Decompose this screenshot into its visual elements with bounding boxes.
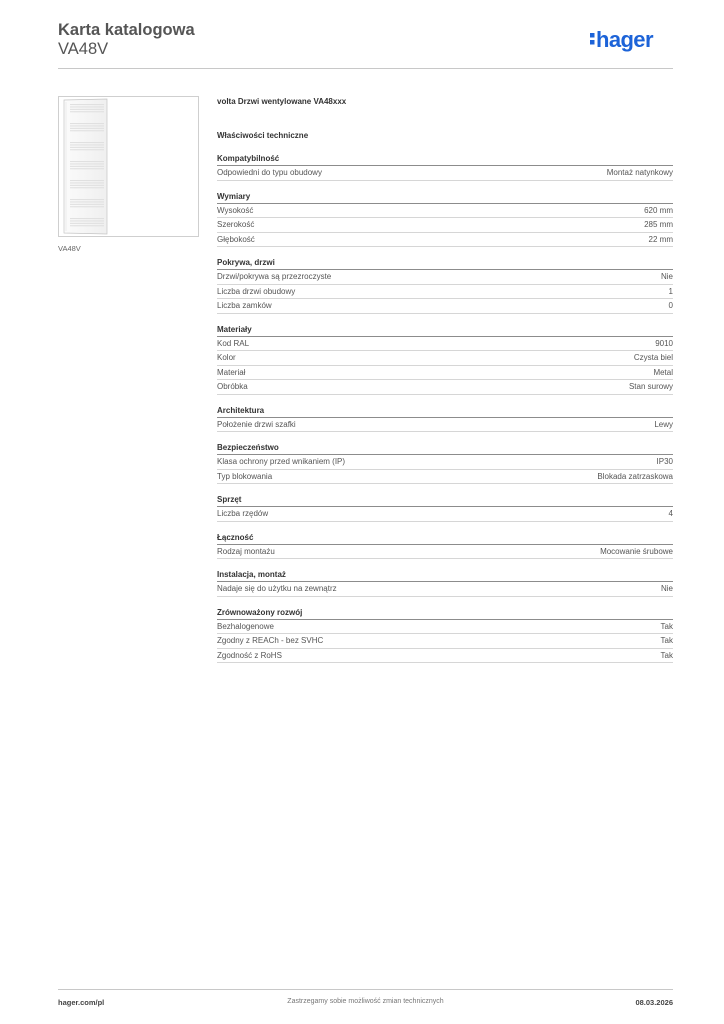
spec-label: Odpowiedni do typu obudowy xyxy=(217,168,322,177)
spec-value: 0 xyxy=(668,301,673,310)
spec-row xyxy=(217,470,673,485)
spec-label: Wysokość xyxy=(217,205,254,215)
spec-label: Kod RAL xyxy=(217,338,250,348)
spec-value: Stan surowy xyxy=(628,382,673,391)
spec-row xyxy=(217,455,673,470)
page-footer xyxy=(58,994,673,1014)
spec-value: 22 mm xyxy=(648,234,673,244)
spec-label: Materiał xyxy=(217,367,246,377)
spec-section xyxy=(217,493,673,522)
spec-label: Liczba drzwi obudowy xyxy=(217,286,296,296)
section-title: Łączność xyxy=(217,531,673,545)
spec-row xyxy=(217,285,673,300)
spec-section xyxy=(217,323,673,395)
section-title: Sprzęt xyxy=(217,493,673,507)
spec-row xyxy=(217,233,673,248)
footer-date: 08.03.2026 xyxy=(635,998,673,1007)
spec-label: Bezhalogenowe xyxy=(217,621,274,631)
spec-row xyxy=(217,166,673,181)
spec-value: 620 mm xyxy=(644,205,673,215)
section-title: Pokrywa, drzwi xyxy=(217,256,673,270)
spec-row xyxy=(217,545,673,560)
spec-row xyxy=(217,299,673,314)
footer-divider xyxy=(58,989,673,990)
spec-row xyxy=(217,218,673,233)
spec-content xyxy=(217,96,673,672)
product-code: VA48V xyxy=(58,40,109,58)
footer-disclaimer: Zastrzegamy sobie możliwość zmian technicznych xyxy=(287,998,444,1005)
spec-value: Tak xyxy=(660,621,673,631)
section-title: Wymiary xyxy=(217,190,673,204)
section-title: Instalacja, montaż xyxy=(217,568,673,582)
spec-label: Szerokość xyxy=(217,220,255,229)
spec-value: Tak xyxy=(660,650,673,660)
spec-label: Liczba rzędów xyxy=(217,509,269,518)
spec-section xyxy=(217,441,673,484)
spec-label: Nadaje się do użytku na zewnątrz xyxy=(217,584,337,593)
spec-sections xyxy=(217,152,673,663)
spec-row xyxy=(217,507,673,522)
spec-label: Kolor xyxy=(217,353,236,362)
document-title: Karta katalogowa xyxy=(58,21,195,39)
spec-value: 285 mm xyxy=(644,220,673,229)
spec-row xyxy=(217,337,673,352)
spec-row xyxy=(217,634,673,649)
spec-row xyxy=(217,582,673,597)
spec-section xyxy=(217,256,673,314)
technical-properties-heading: Właściwości techniczne xyxy=(217,131,309,140)
spec-value: 1 xyxy=(668,286,673,296)
spec-row xyxy=(217,351,673,366)
product-image-caption: VA48V xyxy=(58,244,81,253)
section-title: Materiały xyxy=(217,323,673,337)
spec-section xyxy=(217,568,673,597)
spec-row xyxy=(217,418,673,433)
spec-row xyxy=(217,620,673,635)
section-title: Architektura xyxy=(217,404,673,418)
footer-website: hager.com/pl xyxy=(58,998,105,1007)
spec-value: Tak xyxy=(660,636,673,645)
ventilated-door-image xyxy=(58,96,199,237)
spec-value: IP30 xyxy=(656,457,673,466)
spec-label: Położenie drzwi szafki xyxy=(217,419,296,429)
spec-value: Nie xyxy=(660,584,673,593)
product-subtitle: volta Drzwi wentylowane VA48xxx xyxy=(217,97,347,106)
spec-value: Metal xyxy=(653,367,673,377)
spec-row xyxy=(217,366,673,381)
spec-value: 4 xyxy=(668,509,673,518)
spec-label: Rodzaj montażu xyxy=(217,546,275,556)
spec-row xyxy=(217,270,673,285)
spec-section xyxy=(217,190,673,248)
spec-row xyxy=(217,380,673,395)
spec-label: Zgodność z RoHS xyxy=(217,650,282,660)
spec-label: Głębokość xyxy=(217,234,255,244)
spec-label: Obróbka xyxy=(217,382,248,391)
page-header xyxy=(58,20,673,70)
section-title: Kompatybilność xyxy=(217,152,673,166)
spec-value: Blokada zatrzaskowa xyxy=(597,471,673,481)
spec-value: Lewy xyxy=(654,419,673,429)
spec-section xyxy=(217,152,673,181)
spec-section xyxy=(217,606,673,664)
spec-value: Czysta biel xyxy=(633,353,673,362)
header-divider xyxy=(58,68,673,69)
spec-label: Drzwi/pokrywa są przezroczyste xyxy=(217,272,332,281)
spec-row xyxy=(217,204,673,219)
svg-text:hager: hager xyxy=(596,27,653,52)
spec-label: Zgodny z REACh - bez SVHC xyxy=(217,636,324,645)
spec-value: Nie xyxy=(660,272,673,281)
spec-label: Typ blokowania xyxy=(217,471,273,481)
spec-row xyxy=(217,649,673,664)
spec-section xyxy=(217,531,673,560)
section-title: Zrównoważony rozwój xyxy=(217,606,673,620)
spec-value: Montaż natynkowy xyxy=(606,168,673,177)
spec-label: Liczba zamków xyxy=(217,301,272,310)
hager-logo xyxy=(589,27,673,55)
section-title: Bezpieczeństwo xyxy=(217,441,673,455)
spec-value: 9010 xyxy=(655,338,673,348)
spec-value: Mocowanie śrubowe xyxy=(600,546,673,556)
spec-label: Klasa ochrony przed wnikaniem (IP) xyxy=(217,457,346,466)
spec-section xyxy=(217,404,673,433)
